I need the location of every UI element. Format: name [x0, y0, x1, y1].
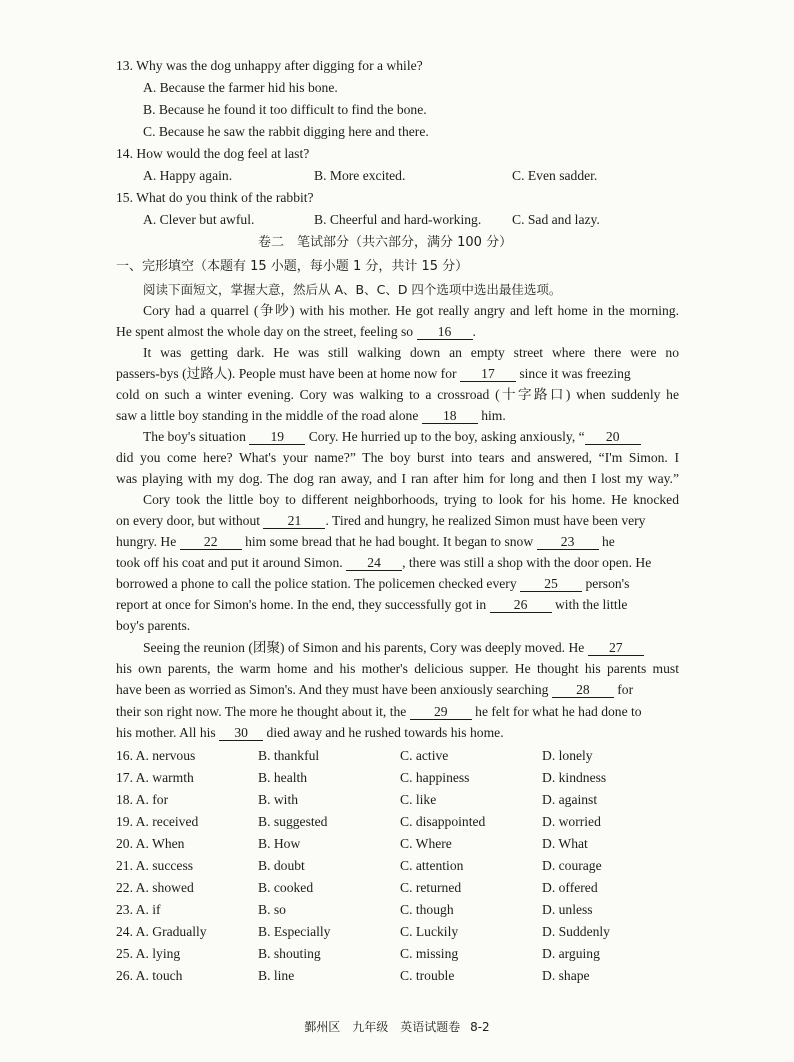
blank-21[interactable]: 21	[263, 514, 325, 529]
cloze-option[interactable]: D. unless	[542, 902, 593, 917]
question-15-option-b: B. Cheerful and hard-working.	[314, 212, 482, 227]
blank-20[interactable]: 20	[585, 430, 641, 445]
cloze-option[interactable]: B. so	[258, 902, 286, 917]
cloze-option[interactable]: B. Especially	[258, 924, 331, 939]
passage-line: hungry. He 22 him some bread that he had bought. It began to snow 23 he	[116, 534, 615, 549]
cloze-option[interactable]: D. shape	[542, 968, 590, 983]
cloze-option[interactable]: B. shouting	[258, 946, 321, 961]
cloze-option[interactable]: D. worried	[542, 814, 601, 829]
passage-line: cold on such a winter evening. Cory was walking to a crossroad (十字路口) when suddenly he	[116, 387, 679, 402]
cloze-option[interactable]: 26. A. touch	[116, 968, 183, 983]
passage-line: He spent almost the whole day on the street, feeling so 16 .	[116, 324, 476, 339]
passage-line: was playing with my dog. The dog ran away, and I ran after him for long and then I lost my way.”	[116, 471, 679, 486]
question-14-option-c: C. Even sadder.	[512, 168, 598, 183]
passage-line: borrowed a phone to call the police station. The policemen checked every 25 person's	[116, 576, 630, 591]
cloze-option[interactable]: B. line	[258, 968, 295, 983]
cloze-option[interactable]: C. Luckily	[400, 924, 459, 939]
question-14-stem: 14. How would the dog feel at last?	[116, 146, 310, 161]
passage-line: passers-bys (过路人). People must have been at home now for 17 since it was freezing	[116, 366, 631, 381]
cloze-option[interactable]: D. offered	[542, 880, 598, 895]
question-13-option-c: C. Because he saw the rabbit digging here and there.	[143, 124, 429, 139]
passage-line: saw a little boy standing in the middle of the road alone 18 him.	[116, 408, 506, 423]
passage-line: his mother. All his 30 died away and he rushed towards his home.	[116, 725, 504, 740]
cloze-option[interactable]: 23. A. if	[116, 902, 161, 917]
cloze-option[interactable]: D. arguing	[542, 946, 600, 961]
passage-line: Cory took the little boy to different neighborhoods, trying to look for his home. He knocked	[143, 492, 679, 507]
cloze-option[interactable]: 19. A. received	[116, 814, 199, 829]
passage-line: took off his coat and put it around Simon. 24 , there was still a shop with the door open. He	[116, 555, 652, 570]
cloze-option[interactable]: C. disappointed	[400, 814, 486, 829]
cloze-option[interactable]: 17. A. warmth	[116, 770, 194, 785]
cloze-option[interactable]: C. active	[400, 748, 449, 763]
passage-line: have been as worried as Simon's. And they must have been anxiously searching 28 for	[116, 682, 634, 697]
page-footer: 鄞州区 九年级 英语试题卷 8-2	[304, 1020, 490, 1034]
blank-28[interactable]: 28	[552, 683, 614, 698]
cloze-option[interactable]: B. suggested	[258, 814, 328, 829]
cloze-option[interactable]: B. cooked	[258, 880, 314, 895]
blank-29[interactable]: 29	[410, 705, 472, 720]
cloze-option[interactable]: D. lonely	[542, 748, 593, 763]
passage-line: did you come here? What's your name?” The boy burst into tears and answered, “I'm Simon. I	[116, 450, 679, 465]
cloze-option[interactable]: D. courage	[542, 858, 602, 873]
cloze-option[interactable]: B. health	[258, 770, 308, 785]
blank-30[interactable]: 30	[219, 726, 263, 741]
cloze-option[interactable]: C. like	[400, 792, 437, 807]
passage-line: Seeing the reunion (团聚) of Simon and his parents, Cory was deeply moved. He 27	[143, 640, 644, 656]
passage-line: report at once for Simon's home. In the end, they successfully got in 26 with the little	[116, 597, 628, 612]
cloze-option[interactable]: 25. A. lying	[116, 946, 181, 961]
passage-line: on every door, but without 21 . Tired and hungry, he realized Simon must have been very	[116, 513, 646, 528]
blank-19[interactable]: 19	[249, 430, 305, 445]
passage-line: their son right now. The more he thought about it, the 29 he felt for what he had done to	[116, 704, 642, 719]
cloze-option[interactable]: B. doubt	[258, 858, 305, 873]
blank-26[interactable]: 26	[490, 598, 552, 613]
question-15-option-c: C. Sad and lazy.	[512, 212, 600, 227]
cloze-option[interactable]: 24. A. Gradually	[116, 924, 207, 939]
cloze-option[interactable]: C. happiness	[400, 770, 470, 785]
cloze-option[interactable]: C. Where	[400, 836, 452, 851]
blank-22[interactable]: 22	[180, 535, 242, 550]
blank-24[interactable]: 24	[346, 556, 402, 571]
question-13-option-a: A. Because the farmer hid his bone.	[143, 80, 338, 95]
cloze-option[interactable]: D. What	[542, 836, 588, 851]
cloze-option[interactable]: 18. A. for	[116, 792, 169, 807]
question-13-option-b: B. Because he found it too difficult to find the bone.	[143, 102, 427, 117]
passage-line: his own parents, the warm home and his mother's delicious supper. He thought his parents must	[116, 661, 679, 676]
question-13-stem: 13. Why was the dog unhappy after digging for a while?	[116, 58, 423, 73]
cloze-option[interactable]: C. returned	[400, 880, 462, 895]
blank-25[interactable]: 25	[520, 577, 582, 592]
cloze-option[interactable]: B. How	[258, 836, 301, 851]
passage-line: Cory had a quarrel (争吵) with his mother. He got really angry and left home in the morning.	[143, 303, 679, 318]
question-15-option-a: A. Clever but awful.	[143, 212, 255, 227]
blank-18[interactable]: 18	[422, 409, 478, 424]
passage-line: It was getting dark. He was still walking down an empty street where there were no	[143, 345, 679, 360]
passage-line: The boy's situation 19 Cory. He hurried up to the boy, asking anxiously, “ 20	[143, 429, 641, 445]
cloze-option[interactable]: 22. A. showed	[116, 880, 194, 895]
cloze-option[interactable]: C. attention	[400, 858, 464, 873]
instruction: 阅读下面短文，掌握大意，然后从 A、B、C、D 四个选项中选出最佳选项。	[143, 282, 562, 297]
cloze-option[interactable]: B. with	[258, 792, 299, 807]
section-title: 卷二 笔试部分（共六部分，满分 100 分）	[258, 235, 513, 250]
question-14-option-b: B. More excited.	[314, 168, 406, 183]
blank-23[interactable]: 23	[537, 535, 599, 550]
passage-line: boy's parents.	[116, 618, 191, 633]
blank-17[interactable]: 17	[460, 367, 516, 382]
cloze-option[interactable]: B. thankful	[258, 748, 320, 763]
cloze-option[interactable]: C. trouble	[400, 968, 455, 983]
cloze-option[interactable]: D. Suddenly	[542, 924, 610, 939]
cloze-option[interactable]: 16. A. nervous	[116, 748, 196, 763]
cloze-option[interactable]: C. though	[400, 902, 454, 917]
blank-16[interactable]: 16	[417, 325, 473, 340]
cloze-option[interactable]: 20. A. When	[116, 836, 185, 851]
blank-27[interactable]: 27	[588, 641, 644, 656]
part-title: 一、完形填空（本题有 15 小题，每小题 1 分，共计 15 分）	[116, 259, 469, 274]
cloze-option[interactable]: 21. A. success	[116, 858, 194, 873]
cloze-option[interactable]: D. against	[542, 792, 598, 807]
question-15-stem: 15. What do you think of the rabbit?	[116, 190, 314, 205]
cloze-option[interactable]: D. kindness	[542, 770, 607, 785]
question-14-option-a: A. Happy again.	[143, 168, 233, 183]
cloze-option[interactable]: C. missing	[400, 946, 459, 961]
